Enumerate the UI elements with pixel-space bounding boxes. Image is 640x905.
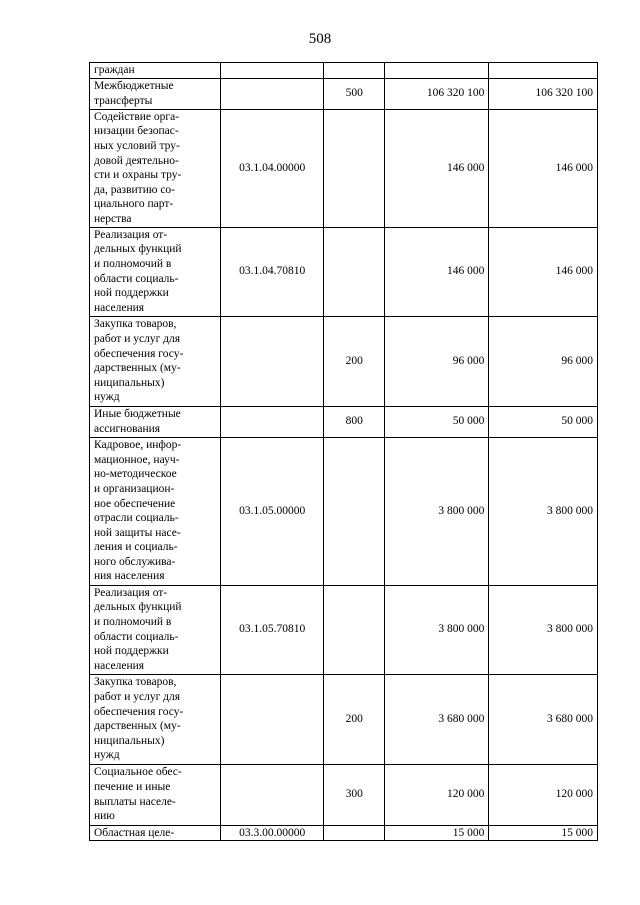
row-code: 03.1.04.00000 — [221, 109, 324, 227]
row-amount-1: 120 000 — [385, 764, 489, 825]
row-amount-1: 3 800 000 — [385, 585, 489, 674]
row-name: Реализация от- дельных функций и полномочий в области социаль- ной поддержки населения — [90, 227, 221, 316]
row-amount-1: 96 000 — [385, 316, 489, 406]
row-amount-1: 50 000 — [385, 406, 489, 437]
table-row — [90, 674, 598, 764]
row-name: граждан — [90, 63, 221, 79]
table-row — [90, 78, 598, 109]
row-expense-type — [324, 63, 385, 79]
row-expense-type: 300 — [324, 764, 385, 825]
row-name: Областная целе- — [90, 825, 221, 841]
budget-table — [89, 62, 598, 841]
row-code — [221, 78, 324, 109]
table-row — [90, 63, 598, 79]
table-row — [90, 585, 598, 674]
row-amount-1: 3 680 000 — [385, 674, 489, 764]
table-row — [90, 406, 598, 437]
table-row — [90, 227, 598, 316]
row-name: Содействие орга- низации безопас- ных условий тру- довой деятельно- сти и охраны тру- да, развитию со- циального парт- нерства — [90, 109, 221, 227]
row-amount-2: 146 000 — [489, 109, 598, 227]
page-number: 508 — [308, 31, 332, 47]
row-name: Закупка товаров, работ и услуг для обеспечения госу- дарственных (му- ниципальных) нужд — [90, 674, 221, 764]
table-row — [90, 316, 598, 406]
row-amount-1: 15 000 — [385, 825, 489, 841]
row-amount-2: 3 800 000 — [489, 585, 598, 674]
row-expense-type — [324, 227, 385, 316]
row-code — [221, 406, 324, 437]
row-code: 03.1.05.00000 — [221, 437, 324, 585]
row-code: 03.3.00.00000 — [221, 825, 324, 841]
row-amount-2: 50 000 — [489, 406, 598, 437]
row-expense-type — [324, 825, 385, 841]
row-code: 03.1.04.70810 — [221, 227, 324, 316]
table-row — [90, 764, 598, 825]
row-amount-2: 3 800 000 — [489, 437, 598, 585]
row-name: Межбюджетные трансферты — [90, 78, 221, 109]
table-row — [90, 109, 598, 227]
row-name: Кадровое, инфор- мационное, науч- но-методическое и организацион- ное обеспечение отрасли социаль- ной защиты насе- ления и социаль- ного обслужива- ния населения — [90, 437, 221, 585]
table-row — [90, 825, 598, 841]
row-amount-1 — [385, 63, 489, 79]
row-amount-1: 146 000 — [385, 109, 489, 227]
row-amount-2: 96 000 — [489, 316, 598, 406]
table-row — [90, 437, 598, 585]
row-amount-1: 146 000 — [385, 227, 489, 316]
row-name: Закупка товаров, работ и услуг для обеспечения госу- дарственных (му- ниципальных) нужд — [90, 316, 221, 406]
row-amount-1: 3 800 000 — [385, 437, 489, 585]
row-amount-2: 15 000 — [489, 825, 598, 841]
row-code — [221, 316, 324, 406]
row-expense-type — [324, 109, 385, 227]
row-code — [221, 764, 324, 825]
row-expense-type: 800 — [324, 406, 385, 437]
row-expense-type — [324, 585, 385, 674]
row-code: 03.1.05.70810 — [221, 585, 324, 674]
row-amount-2: 120 000 — [489, 764, 598, 825]
row-code — [221, 674, 324, 764]
row-amount-2: 106 320 100 — [489, 78, 598, 109]
row-expense-type: 500 — [324, 78, 385, 109]
row-amount-2: 3 680 000 — [489, 674, 598, 764]
row-code — [221, 63, 324, 79]
row-expense-type: 200 — [324, 316, 385, 406]
row-name: Иные бюджетные ассигнования — [90, 406, 221, 437]
row-amount-2: 146 000 — [489, 227, 598, 316]
row-name: Социальное обес- печение и иные выплаты населе- нию — [90, 764, 221, 825]
row-amount-2 — [489, 63, 598, 79]
row-amount-1: 106 320 100 — [385, 78, 489, 109]
row-name: Реализация от- дельных функций и полномочий в области социаль- ной поддержки населения — [90, 585, 221, 674]
row-expense-type: 200 — [324, 674, 385, 764]
row-expense-type — [324, 437, 385, 585]
